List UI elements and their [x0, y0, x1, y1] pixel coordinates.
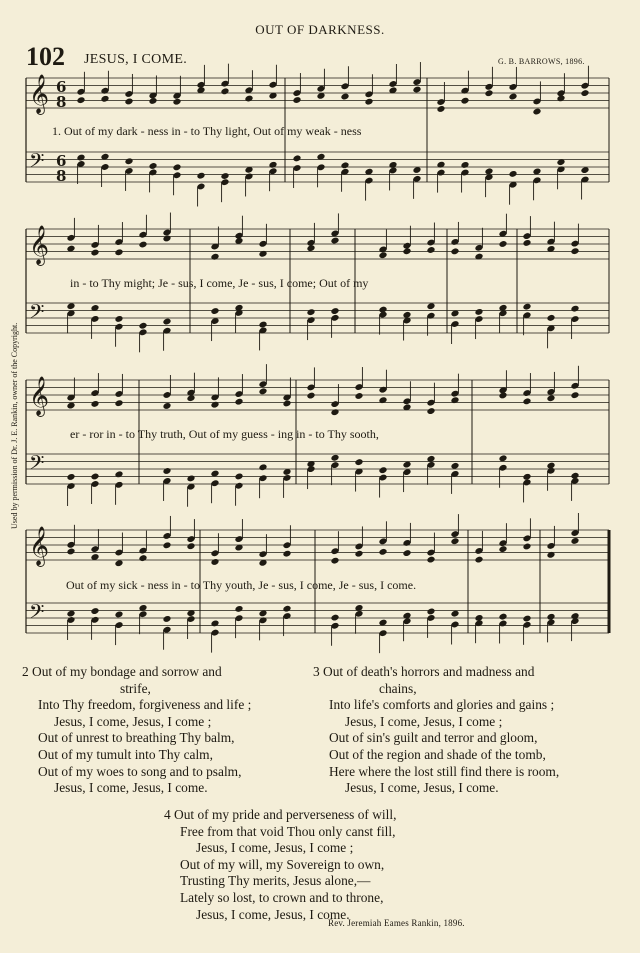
note-head [210, 401, 219, 409]
note-head [484, 89, 493, 97]
author-credit: Rev. Jeremiah Eames Rankin, 1896. [328, 918, 465, 928]
note-head [258, 387, 267, 395]
verse-line: Jesus, I come, Jesus, I come. [54, 780, 208, 796]
note-head [426, 302, 435, 310]
note-head [138, 322, 147, 330]
note-head [210, 619, 219, 627]
verse-line: 3 Out of death's horrors and madness and [313, 664, 535, 679]
note-head [244, 95, 253, 103]
note-head [258, 463, 267, 471]
note-head [90, 400, 99, 408]
note-head [172, 163, 181, 171]
note-head [148, 97, 157, 105]
note-head [340, 161, 349, 169]
verse-line: Here where the lost still find there is room, [329, 763, 560, 779]
note-head [114, 559, 123, 567]
note-head [114, 248, 123, 256]
note-head [114, 399, 123, 407]
note-head [532, 108, 541, 116]
note-head [66, 473, 75, 481]
note-head [306, 392, 315, 400]
note-head [498, 613, 507, 621]
lyric-line-3: er - ror in - to Thy truth, Out of my guess - ing in - to Thy sooth, [70, 427, 379, 441]
note-head [498, 545, 507, 553]
note-head [220, 87, 229, 95]
note-head [66, 548, 75, 556]
note-head [378, 251, 387, 259]
note-head [522, 397, 531, 405]
note-head [522, 615, 531, 623]
note-head [330, 307, 339, 315]
note-head [498, 392, 507, 400]
note-head [522, 543, 531, 551]
hymn-title: JESUS, I COME. [84, 52, 187, 67]
note-head [498, 240, 507, 248]
time-signature-top: 6 [56, 152, 67, 170]
verse-line: Jesus, I come, Jesus, I come. [345, 780, 499, 796]
note-head [340, 93, 349, 101]
note-head [172, 98, 181, 106]
note-head [76, 154, 85, 162]
note-head [210, 558, 219, 566]
verse-line: Jesus, I come, Jesus, I come ; [345, 713, 503, 729]
note-head [426, 608, 435, 616]
note-head [220, 172, 229, 180]
note-head [426, 407, 435, 415]
note-head [124, 157, 133, 165]
note-head [282, 399, 291, 407]
treble-clef: 𝄞 [29, 225, 50, 265]
verse-line: Out of sin's guilt and terror and gloom, [329, 730, 538, 746]
note-head [90, 473, 99, 481]
note-head [426, 556, 435, 564]
note-head [162, 467, 171, 475]
verse-line: Jesus, I come, Jesus, I come ; [196, 840, 354, 856]
note-head [114, 315, 123, 323]
verse-line: Out of the region and shade of the tomb, [329, 746, 546, 762]
verse-line: Out of my will, my Sovereign to own, [180, 856, 385, 872]
note-head [378, 466, 387, 474]
note-head [522, 303, 531, 311]
note-head [138, 554, 147, 562]
note-head [306, 244, 315, 252]
note-head [330, 237, 339, 245]
note-head [436, 105, 445, 113]
verse-line: Into Thy freedom, forgiveness and life ; [38, 697, 252, 713]
bass-clef: 𝄢 [29, 300, 45, 328]
note-head [234, 398, 243, 406]
note-head [282, 550, 291, 558]
note-head [354, 550, 363, 558]
verse-2 [22, 664, 251, 797]
note-head [258, 321, 267, 329]
note-head [378, 548, 387, 556]
note-head [234, 472, 243, 480]
verse-line: strife, [120, 680, 151, 696]
note-head [474, 308, 483, 316]
verse-line: Trusting Thy merits, Jesus alone,— [180, 873, 371, 889]
note-head [162, 318, 171, 326]
note-head [364, 98, 373, 106]
note-head [450, 247, 459, 255]
note-head [330, 614, 339, 622]
note-head [450, 396, 459, 404]
lyric-line-1: 1. Out of my dark - ness in - to Thy light, Out of my weak - ness [52, 124, 362, 138]
note-head [556, 94, 565, 102]
bass-clef: 𝄢 [29, 149, 45, 177]
note-head [282, 605, 291, 613]
note-head [258, 250, 267, 258]
note-head [546, 394, 555, 402]
note-head [378, 396, 387, 404]
verse-line: 2 Out of my bondage and sorrow and [22, 664, 222, 679]
verse-line: chains, [379, 680, 417, 696]
note-head [138, 241, 147, 249]
note-head [162, 235, 171, 243]
note-head [570, 305, 579, 313]
verse-line: Into life's comforts and glories and gains ; [329, 697, 555, 713]
verse-line: Out of unrest to breathing Thy balm, [38, 730, 235, 746]
note-head [100, 95, 109, 103]
note-head [162, 615, 171, 623]
note-head [546, 314, 555, 322]
note-head [90, 249, 99, 257]
verse-line: Out of my tumult into Thy calm, [38, 746, 213, 762]
note-head [354, 458, 363, 466]
time-signature-top: 6 [56, 78, 67, 96]
note-head [508, 170, 517, 178]
copyright-credit: Used by permission of Dr. J. E. Rankin, owner of the Copyright. [10, 322, 19, 530]
note-head [186, 474, 195, 482]
note-head [570, 247, 579, 255]
lyric-line-2: in - to Thy might; Je - sus, I come, Je - sus, I come; Out of my [70, 276, 369, 290]
note-head [402, 549, 411, 557]
note-head [484, 167, 493, 175]
note-head [148, 162, 157, 170]
note-head [570, 537, 579, 545]
note-head [580, 89, 589, 97]
note-head [570, 391, 579, 399]
note-head [460, 161, 469, 169]
note-head [330, 454, 339, 462]
note-head [330, 408, 339, 416]
note-head [162, 402, 171, 410]
note-head [402, 247, 411, 255]
verse-4 [164, 807, 396, 923]
note-head [474, 556, 483, 564]
verse-line: Jesus, I come, Jesus, I come. [196, 906, 350, 922]
verse-line: Out of my woes to song and to psalm, [38, 763, 242, 779]
note-head [450, 462, 459, 470]
treble-clef: 𝄞 [29, 376, 50, 416]
bass-clef: 𝄢 [29, 600, 45, 628]
note-head [522, 239, 531, 247]
note-head [114, 470, 123, 478]
note-head [162, 541, 171, 549]
note-head [292, 96, 301, 104]
note-head [426, 246, 435, 254]
note-head [306, 308, 315, 316]
note-head [412, 86, 421, 94]
note-head [76, 96, 85, 104]
treble-clef: 𝄞 [29, 74, 50, 114]
note-head [354, 392, 363, 400]
note-head [210, 307, 219, 315]
section-title: OUT OF DARKNESS. [255, 22, 385, 37]
time-signature-bottom: 8 [56, 167, 67, 185]
verse-line: 4 Out of my pride and perverseness of will, [164, 807, 397, 822]
note-head [210, 253, 219, 261]
hymn-number: 102 [26, 42, 65, 71]
note-head [186, 542, 195, 550]
note-head [498, 454, 507, 462]
note-head [234, 605, 243, 613]
verse-line: Jesus, I come, Jesus, I come ; [54, 713, 212, 729]
note-head [450, 537, 459, 545]
note-head [196, 172, 205, 180]
note-head [90, 607, 99, 615]
note-head [330, 557, 339, 565]
note-head [292, 154, 301, 162]
lyric-line-4: Out of my sick - ness in - to Thy youth, Je - sus, I come, Je - sus, I come. [66, 578, 417, 592]
bass-clef: 𝄢 [29, 451, 45, 479]
time-signature-bottom: 8 [56, 93, 67, 111]
verse-line: Lately so lost, to crown and to throne, [180, 889, 384, 905]
note-head [124, 98, 133, 106]
note-head [508, 93, 517, 101]
note-head [268, 161, 277, 169]
verse-3 [313, 664, 559, 797]
note-head [66, 302, 75, 310]
verse-line: Free from that void Thou only canst fill, [180, 823, 396, 839]
note-head [114, 610, 123, 618]
treble-clef: 𝄞 [29, 526, 50, 566]
composer-credit: G. B. BARROWS, 1896. [498, 57, 585, 66]
note-head [460, 97, 469, 105]
